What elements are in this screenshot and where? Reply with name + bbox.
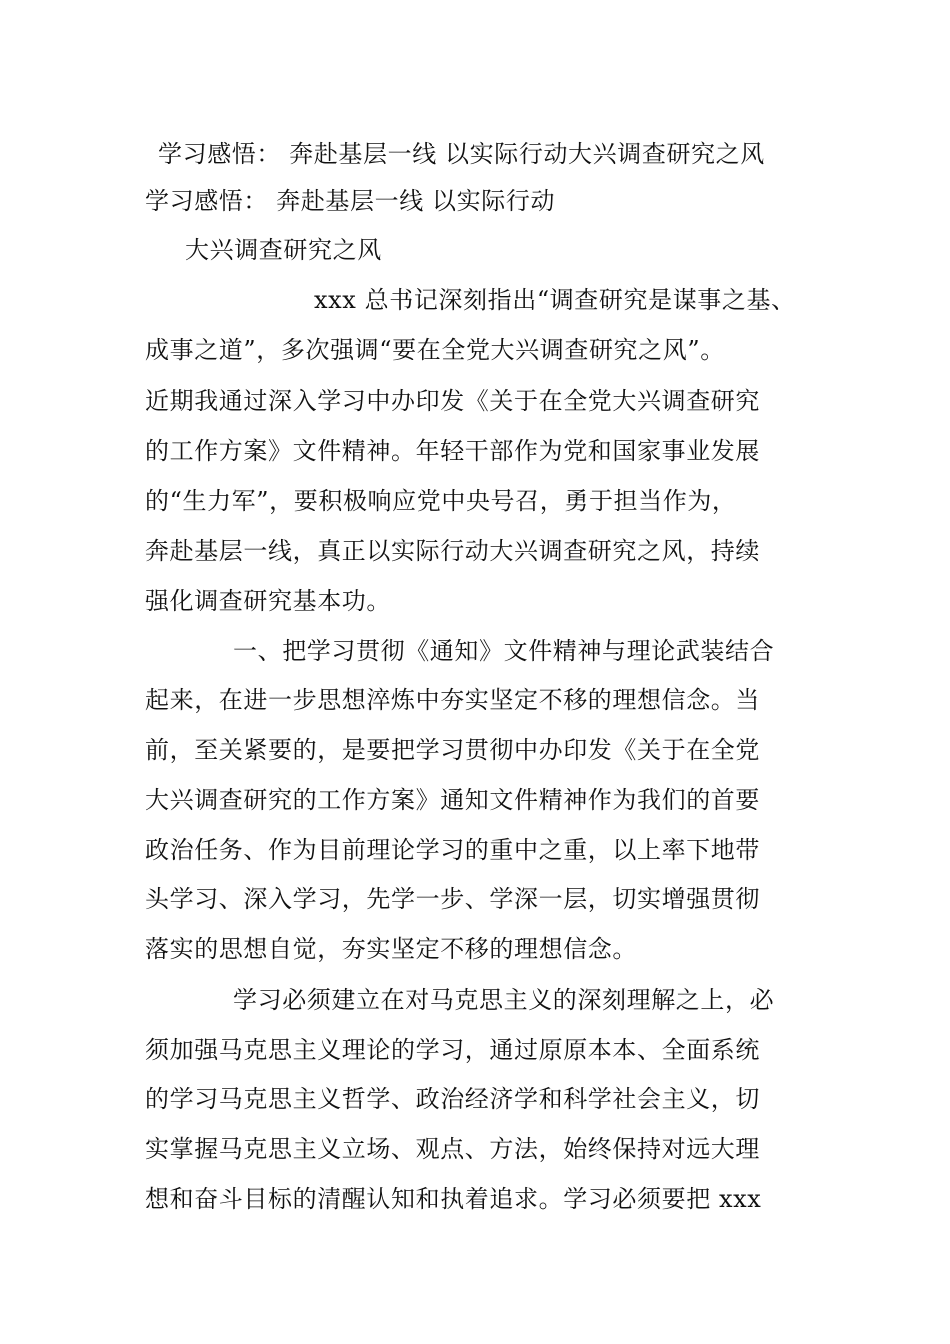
paragraph-line: xxx 总书记深刻指出“调查研究是谋事之基、 bbox=[314, 286, 796, 314]
paragraph-line: 的工作方案》文件精神。年轻干部作为党和国家事业发展 bbox=[145, 437, 760, 465]
document-subtitle-line-2: 大兴调查研究之风 bbox=[185, 236, 382, 264]
paragraph-line: 的学习马克思主义哲学、政治经济学和科学社会主义，切 bbox=[145, 1085, 760, 1113]
document-title: 学习感悟： 奔赴基层一线 以实际行动大兴调查研究之风 bbox=[158, 140, 765, 168]
paragraph-line: 头学习、深入学习，先学一步、学深一层，切实增强贯彻 bbox=[145, 885, 760, 913]
paragraph-line: 的“生力军”，要积极响应党中央号召，勇于担当作为， bbox=[145, 487, 737, 515]
paragraph-line: 奔赴基层一线，真正以实际行动大兴调查研究之风，持续 bbox=[145, 537, 760, 565]
paragraph-line: 起来，在进一步思想淬炼中夯实坚定不移的理想信念。当 bbox=[145, 686, 760, 714]
paragraph-line: 一、把学习贯彻《通知》文件精神与理论武装结合 bbox=[233, 637, 775, 665]
paragraph-line: 前，至关紧要的，是要把学习贯彻中办印发《关于在全党 bbox=[145, 736, 760, 764]
paragraph-line: 学习必须建立在对马克思主义的深刻理解之上，必 bbox=[233, 986, 775, 1014]
paragraph-line: 近期我通过深入学习中办印发《关于在全党大兴调查研究 bbox=[145, 387, 760, 415]
paragraph-line: 强化调查研究基本功。 bbox=[145, 587, 391, 615]
paragraph-line: 落实的思想自觉，夯实坚定不移的理想信念。 bbox=[145, 935, 637, 963]
document-subtitle-line-1: 学习感悟： 奔赴基层一线 以实际行动 bbox=[145, 187, 556, 215]
paragraph-line: 须加强马克思主义理论的学习，通过原原本本、全面系统 bbox=[145, 1036, 760, 1064]
paragraph-line: 大兴调查研究的工作方案》通知文件精神作为我们的首要 bbox=[145, 786, 760, 814]
paragraph-line: 政治任务、作为目前理论学习的重中之重，以上率下地带 bbox=[145, 836, 760, 864]
paragraph-line: 成事之道”，多次强调“要在全党大兴调查研究之风”。 bbox=[145, 336, 725, 364]
paragraph-line: 想和奋斗目标的清醒认知和执着追求。学习必须要把 xxx bbox=[145, 1185, 762, 1213]
paragraph-line: 实掌握马克思主义立场、观点、方法，始终保持对远大理 bbox=[145, 1135, 760, 1163]
